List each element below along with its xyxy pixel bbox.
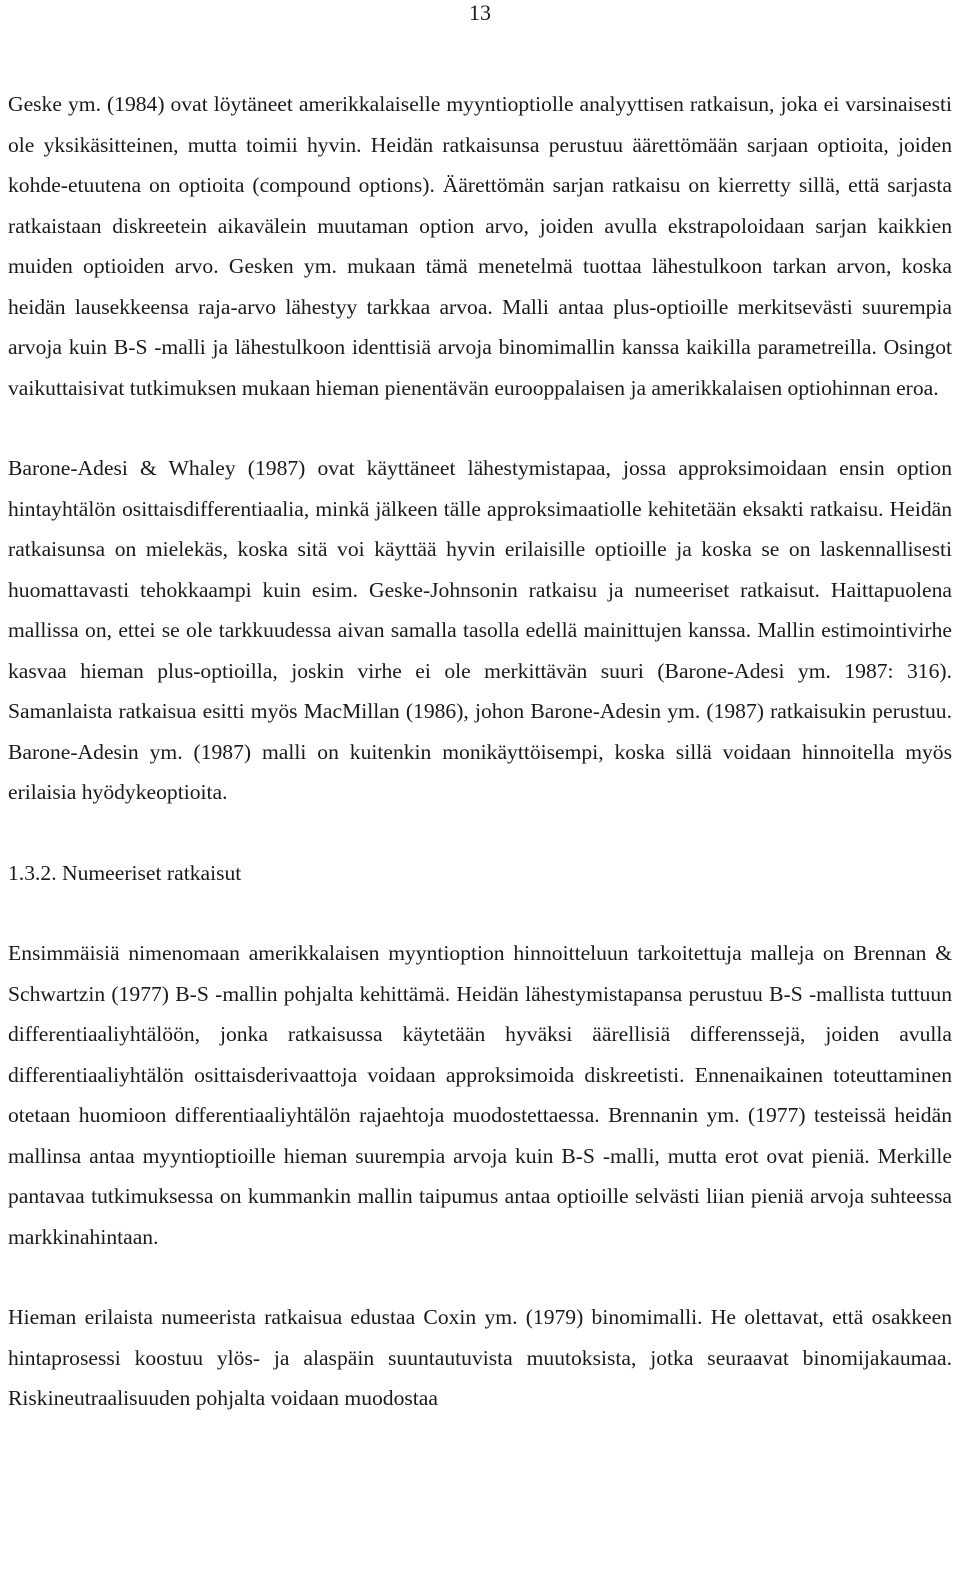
paragraph-spacer xyxy=(8,893,952,933)
paragraph-barone-adesi: Barone-Adesi & Whaley (1987) ovat käyttäneet lähestymistapaa, jossa approksimoidaan ensin option hintayhtälön osittaisdifferentiaalia, minkä jälkeen tälle approksimaatiolle kehitetään eksakti ratkaisu. Heidän ratkaisunsa on mielekäs, koska sitä voi käyttää hyvin erilaisille optioille ja koska se on laskennallisesti huomattavasti tehokkaampi kuin esim. Geske-Johnsonin ratkaisu ja numeeriset ratkaisut. Haittapuolena mallissa on, ettei se ole tarkkuudessa aivan samalla tasolla edellä mainittujen kanssa. Mallin estimointivirhe kasvaa hieman plus-optioilla, joskin virhe ei ole merkittävän suuri (Barone-Adesi ym. 1987: 316). Samanlaista ratkaisua esitti myös MacMillan (1986), johon Barone-Adesin ym. (1987) ratkaisukin perustuu. Barone-Adesin ym. (1987) malli on kuitenkin monikäyttöisempi, koska sillä voidaan hinnoitella myös erilaisia hyödykeoptioita. xyxy=(8,456,952,804)
document-body xyxy=(8,84,952,1419)
paragraph-spacer xyxy=(8,1257,952,1297)
paragraph-cox-binomial: Hieman erilaista numeerista ratkaisua edustaa Coxin ym. (1979) binomimalli. He olettavat, että osakkeen hintaprosessi koostuu ylös- ja alaspäin suuntautuvista muutoksista, jotka seuraavat binomijakaumaa. Riskineutraalisuuden pohjalta voidaan muodostaa xyxy=(8,1305,952,1410)
paragraph-spacer xyxy=(8,813,952,853)
section-heading: 1.3.2. Numeeriset ratkaisut xyxy=(8,860,242,885)
page-number: 13 xyxy=(469,0,491,25)
paragraph-brennan-schwartz: Ensimmäisiä nimenomaan amerikkalaisen myyntioption hinnoitteluun tarkoitettuja malleja on Brennan & Schwartzin (1977) B-S -mallin pohjalta kehittämä. Heidän lähestymistapansa perustuu B-S -mallista tuttuun differentiaaliyhtälöön, jonka ratkaisussa käytetään hyväksi äärellisiä differenssejä, joiden avulla differentiaaliyhtälön osittaisderivaattoja voidaan approksimoida diskreetisti. Ennenaikainen toteuttaminen otetaan huomioon differentiaaliyhtälön rajaehtoja muodostettaessa. Brennanin ym. (1977) testeissä heidän mallinsa antaa myyntioptioille hieman suurempia arvoja kuin B-S -malli, mutta erot ovat pieniä. Merkille pantavaa tutkimuksessa on kummankin mallin taipumus antaa optioille selvästi liian pieniä arvoja suhteessa markkinahintaan. xyxy=(8,941,952,1249)
paragraph-geske: Geske ym. (1984) ovat löytäneet amerikkalaiselle myyntioptiolle analyyttisen ratkaisun, joka ei varsinaisesti ole yksikäsitteinen, mutta toimii hyvin. Heidän ratkaisunsa perustuu äärettömään sarjaan optioita, joiden kohde-etuutena on optioita (compound options). Äärettömän sarjan ratkaisu on kierretty sillä, että sarjasta ratkaistaan diskreetein aikavälein muutaman option arvo, joiden avulla ekstrapoloidaan sarjan kaikkien muiden optioiden arvo. Gesken ym. mukaan tämä menetelmä tuottaa lähestulkoon tarkan arvon, koska heidän lausekkeensa raja-arvo lähestyy tarkkaa arvoa. Malli antaa plus-optioille merkitsevästi suurempia arvoja kuin B-S -malli ja lähestulkoon identtisiä arvoja binomimallin kanssa kaikilla parametreilla. Osingot vaikuttaisivat tutkimuksen mukaan hieman pienentävän eurooppalaisen ja amerikkalaisen optiohinnan eroa. xyxy=(8,92,952,400)
paragraph-spacer xyxy=(8,408,952,448)
